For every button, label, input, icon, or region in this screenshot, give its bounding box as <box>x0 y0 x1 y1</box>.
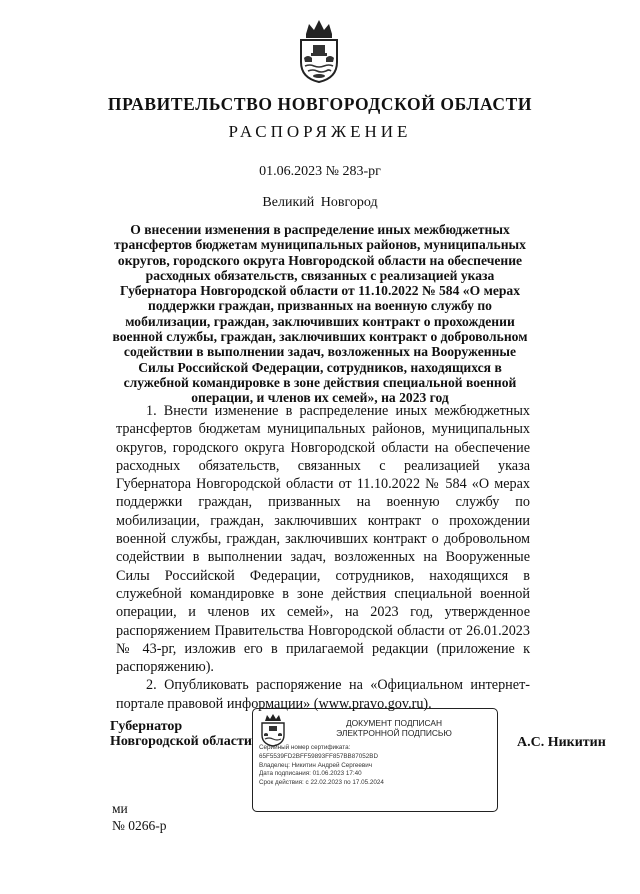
signatory-title-line-2: Новгородской области <box>110 734 252 749</box>
paragraph-2: 2. Опубликовать распоряжение на «Официальном интернет-портале правовой информации» (www.pravo.gov.ru). <box>116 677 530 712</box>
stamp-heading-line-1: ДОКУМЕНТ ПОДПИСАН <box>345 718 443 728</box>
executor-initials: ми <box>112 801 128 816</box>
stamp-validity: Срок действия: с 22.02.2023 по 17.05.2024 <box>259 779 384 787</box>
stamp-serial-value: 65F5539FD2BFF59893FF857BB87052BD <box>259 752 379 760</box>
stamp-heading <box>297 718 491 739</box>
electronic-signature-stamp <box>252 708 498 812</box>
stamp-signed-date: Дата подписания: 01.06.2023 17:40 <box>259 770 362 778</box>
signatory-name: А.С. Никитин <box>517 735 606 750</box>
document-city: Великий Новгород <box>262 195 378 210</box>
document-subject: О внесении изменения в распределение иных межбюджетных трансфертов бюджетам муниципальных районов, муниципальных округов, городского округа Новгородской области на обеспечение расходных обязательств, связанных с реализацией указа Губернатора Новгородской области от 11.10.2022 № 584 «О мерах поддержки граждан, призванных на военную службу по мобилизации, граждан, заключивших контракт о прохождении военной службы, граждан, заключивших контракт о добровольном содействии в выполнении задач, возложенных на Вооруженные Силы Российской Федерации, сотрудников, находящихся в служебной командировке в зоне действия специальной военной операции, и членов их семей», на 2023 год <box>112 222 528 406</box>
document-footer <box>112 800 167 834</box>
document-type: РАСПОРЯЖЕНИЕ <box>228 122 412 141</box>
signatory-title <box>110 719 252 749</box>
coat-of-arms-icon <box>296 18 342 84</box>
stamp-heading-line-2: ЭЛЕКТРОННОЙ ПОДПИСЬЮ <box>336 728 452 739</box>
stamp-owner: Владелец: Никитин Андрей Сергеевич <box>259 761 373 769</box>
stamp-coat-of-arms-icon <box>258 713 288 747</box>
government-title: ПРАВИТЕЛЬСТВО НОВГОРОДСКОЙ ОБЛАСТИ <box>107 94 533 114</box>
paragraph-1: 1. Внести изменение в распределение иных межбюджетных трансфертов бюджетам муниципальных районов, муниципальных округов, городского округа Новгородской области на обеспечение расходных обязательств, связанных с реализацией указа Губернатора Новгородской области от 11.10.2022 № 584 «О мерах поддержки граждан, призванных на военную службу по мобилизации, граждан, заключивших контракт о прохождении военной службы, граждан, заключивших контракт о добровольном содействии в выполнении задач, возложенных на Вооруженные Силы Российской Федерации, сотрудников, находящихся в служебной командировке в зоне действия специальной военной операции, и членов их семей», на 2023 год, утвержденное распоряжением Правительства Новгородской области от 26.01.2023 № 43-рг, изложив его в прилагаемой редакции (приложение к распоряжению). <box>116 403 530 676</box>
document-body <box>116 402 530 713</box>
registration-number: № 0266-р <box>112 818 167 833</box>
stamp-details <box>259 744 493 788</box>
stamp-serial-label: Серийный номер сертификата: <box>259 744 351 751</box>
document-date-number: 01.06.2023 № 283-рг <box>259 164 381 179</box>
signatory-title-line-1: Губернатор <box>110 719 183 734</box>
